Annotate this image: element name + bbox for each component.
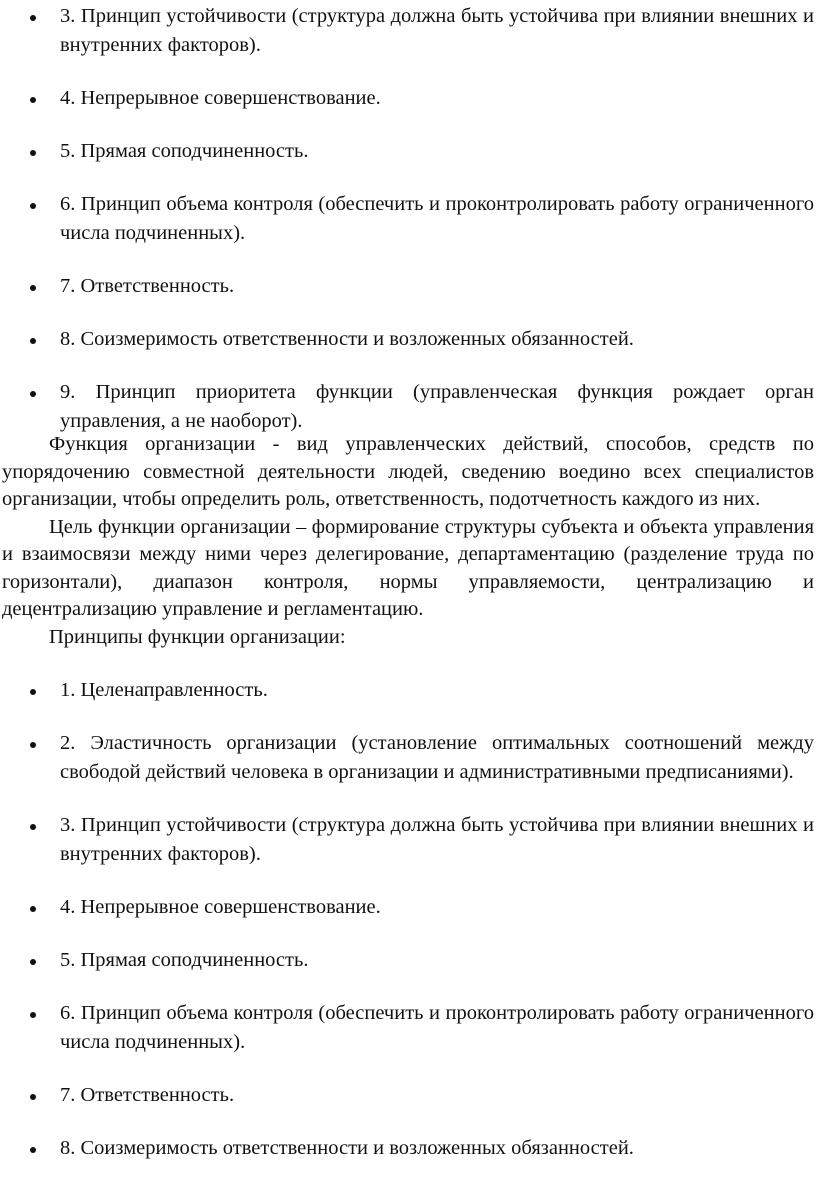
paragraph-definition: Функция организации - вид управленческих действий, способов, средств по упорядочению совместной деятельности людей, сведению воедино всех специалистов организации, чтобы определить роль, ответственность, подотчетность каждого из них.: [2, 433, 814, 510]
list-item: [0, 325, 816, 354]
list-item: [0, 1081, 816, 1110]
paragraph-principles-heading: Принципы функции организации:: [49, 625, 346, 648]
list-item-text: 6. Принцип объема контроля (обеспечить и проконтролировать работу ограниченного числа подчиненных).: [60, 193, 814, 244]
list-item: [0, 137, 816, 166]
list-item-text: 4. Непрерывное совершенствование.: [60, 87, 381, 109]
bullet-icon: [30, 689, 36, 695]
list-item-text: 1. Целенаправленность.: [60, 679, 268, 701]
list-item-text: 5. Прямая соподчиненность.: [60, 140, 309, 162]
list-item-text: 8. Соизмеримость ответственности и возложенных обязанностей.: [60, 1137, 634, 1159]
bullet-icon: [30, 1147, 36, 1153]
list-item-text: 2. Эластичность организации (установление оптимальных соотношений между свободой действий человека в организации и административными предписаниями).: [60, 732, 814, 783]
principles-list-top: [0, 2, 816, 460]
list-item-text: 5. Прямая соподчиненность.: [60, 949, 309, 971]
list-item: [0, 190, 816, 248]
list-item: [0, 729, 816, 787]
list-item-text: 7. Ответственность.: [60, 275, 235, 297]
list-item: [0, 84, 816, 113]
bullet-icon: [30, 906, 36, 912]
list-item: [0, 2, 816, 60]
list-item-text: 3. Принцип устойчивости (структура должна быть устойчива при влиянии внешних и внутренних факторов).: [60, 5, 814, 56]
bullet-icon: [30, 338, 36, 344]
list-item: [0, 676, 816, 705]
list-item: [0, 1134, 816, 1163]
bullet-icon: [30, 1094, 36, 1100]
body-paragraphs: [2, 431, 814, 651]
list-item: [0, 893, 816, 922]
list-item: [0, 272, 816, 301]
list-item-text: 7. Ответственность.: [60, 1084, 235, 1106]
list-item-text: 4. Непрерывное совершенствование.: [60, 896, 381, 918]
bullet-icon: [30, 150, 36, 156]
principles-list-bottom: [0, 676, 816, 1187]
bullet-icon: [30, 1012, 36, 1018]
list-item-text: 8. Соизмеримость ответственности и возложенных обязанностей.: [60, 328, 634, 350]
list-item-text: 3. Принцип устойчивости (структура должна быть устойчива при влиянии внешних и внутренних факторов).: [60, 814, 814, 865]
bullet-icon: [30, 742, 36, 748]
paragraph-goal: Цель функции организации – формирование структуры субъекта и объекта управления и взаимосвязи между ними через делегирование, департаментацию (разделение труда по горизонтали), диапазон контроля, нормы управляемости, централизацию и децентрализацию управление и регламентацию.: [2, 515, 814, 620]
bullet-icon: [30, 203, 36, 209]
bullet-icon: [30, 285, 36, 291]
list-item: [0, 999, 816, 1057]
bullet-icon: [30, 824, 36, 830]
list-item-text: 9. Принцип приоритета функции (управленческая функция рождает орган управления, а не наоборот).: [60, 381, 814, 432]
bullet-icon: [30, 959, 36, 965]
bullet-icon: [30, 97, 36, 103]
list-item-text: 6. Принцип объема контроля (обеспечить и проконтролировать работу ограниченного числа подчиненных).: [60, 1002, 814, 1053]
list-item: [0, 946, 816, 975]
list-item: [0, 378, 816, 436]
bullet-icon: [30, 391, 36, 397]
list-item: [0, 811, 816, 869]
bullet-icon: [30, 15, 36, 21]
